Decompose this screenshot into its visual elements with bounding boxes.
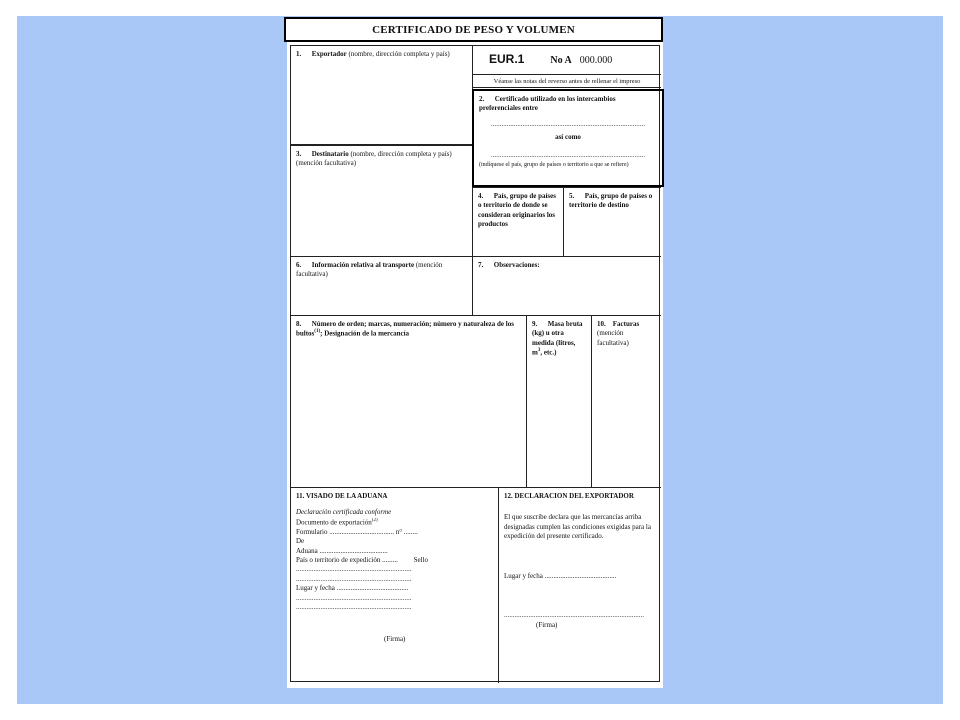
box11-aduana: Aduana ....................................... (296, 546, 388, 555)
box3-number: 3. (296, 150, 302, 158)
eur1-form (290, 45, 660, 682)
box4-label: País, grupo de países o territorio de donde se consideran originarios los productos (478, 192, 556, 229)
page-title: CERTIFICADO DE PESO Y VOLUMEN (284, 17, 663, 42)
box-remarks (472, 256, 661, 316)
box-gross-mass (526, 315, 592, 488)
box9-sup: 3 (537, 348, 541, 354)
box2-dots-1: ........................................................................................ (491, 119, 645, 128)
box-origin-country (472, 187, 564, 257)
box11-dots-c: .................................................................. (296, 593, 412, 602)
box11-doc-sup: (2) (371, 517, 378, 523)
box-exporter (291, 46, 473, 145)
box11-firma: (Firma) (384, 634, 406, 643)
box11-lugar: Lugar y fecha ......................................... (296, 584, 409, 593)
box-exporter-declaration (498, 487, 661, 683)
box2-label: Certificado utilizado en los intercambios preferenciales entre (479, 95, 616, 113)
box12-lugar: Lugar y fecha ......................................... (504, 571, 617, 580)
box11-dots-b: .................................................................. (296, 574, 412, 583)
box11-declaration: Declaración certificada conforme (296, 508, 392, 517)
box-consignee (291, 145, 473, 257)
box12-dots: ................................................................................ (504, 611, 644, 620)
eur1-code: EUR.1 (489, 52, 525, 67)
box2-dots-2: ........................................................................................ (491, 150, 645, 159)
box3-sub: (nombre, dirección completa y país) (mención facultativa) (296, 150, 452, 168)
box7-number: 7. (478, 261, 484, 269)
reverse-note: Véanse las notas del reverso antes de rellenar el impreso (472, 75, 661, 88)
box11-de: De (296, 537, 305, 546)
box6-sub: (mención facultativa) (296, 261, 443, 279)
box2-number: 2. (479, 95, 485, 103)
box8-number: 8. (296, 320, 302, 328)
box10-number: 10. (597, 320, 606, 328)
box8-sup: (1) (314, 329, 321, 335)
box4-number: 4. (478, 192, 484, 200)
eur1-no-label: No A (550, 54, 572, 66)
eur1-serial: 000.000 (579, 54, 613, 66)
box-customs-endorsement (291, 487, 499, 683)
box12-heading: 12. DECLARACION DEL EXPORTADOR (504, 492, 634, 500)
box12-firma: (Firma) (536, 620, 558, 629)
box9-label2: , etc.) (540, 348, 557, 357)
box9-label: Masa bruta (kg) u otra medida (litros, m (532, 320, 583, 357)
box9-number: 9. (532, 320, 538, 328)
box8-label2: ; Designación de la mercancía (320, 329, 410, 338)
box11-dots-a: .................................................................. (296, 565, 412, 574)
box-preferential-trade (472, 89, 664, 187)
document-image (287, 42, 663, 688)
box7-label: Observaciones: (493, 261, 540, 269)
box6-number: 6. (296, 261, 302, 269)
box1-label: Exportador (311, 50, 347, 58)
box2-asi-como: así como (555, 133, 581, 142)
box5-number: 5. (569, 192, 575, 200)
box5-label: País, grupo de países o territorio de destino (569, 192, 653, 210)
eur1-header (472, 46, 661, 75)
box2-note: (indíquese el país, grupo de países o territorio a que se refiere) (479, 162, 629, 169)
box11-pais: País o territorio de expedición ......... (296, 555, 398, 564)
box6-label: Información relativa al transporte (311, 261, 415, 269)
box10-label: Facturas (612, 320, 640, 328)
box-goods-description (291, 315, 527, 488)
box12-text: El que suscribe declara que las mercancías arriba designadas cumplen las condiciones exigidas para la expedición del presente certificado. (504, 513, 651, 541)
box11-dots-d: .................................................................. (296, 603, 412, 612)
box10-sub: (mención facultativa) (597, 329, 629, 347)
box3-label: Destinatario (311, 150, 349, 158)
box11-sello: Sello (413, 555, 429, 564)
box-invoices (591, 315, 661, 488)
box-destination-country (563, 187, 661, 257)
box-transport (291, 256, 473, 316)
box11-heading: 11. VISADO DE LA ADUANA (296, 492, 388, 500)
box11-doc-export: Documento de exportación (296, 518, 372, 527)
box1-number: 1. (296, 50, 302, 58)
box8-label: Número de orden; marcas, numeración; número y naturaleza de los bultos (296, 320, 514, 338)
box1-sub: (nombre, dirección completa y país) (348, 50, 450, 58)
box11-formulario: Formulario ..................................... n° ........ (296, 527, 418, 536)
